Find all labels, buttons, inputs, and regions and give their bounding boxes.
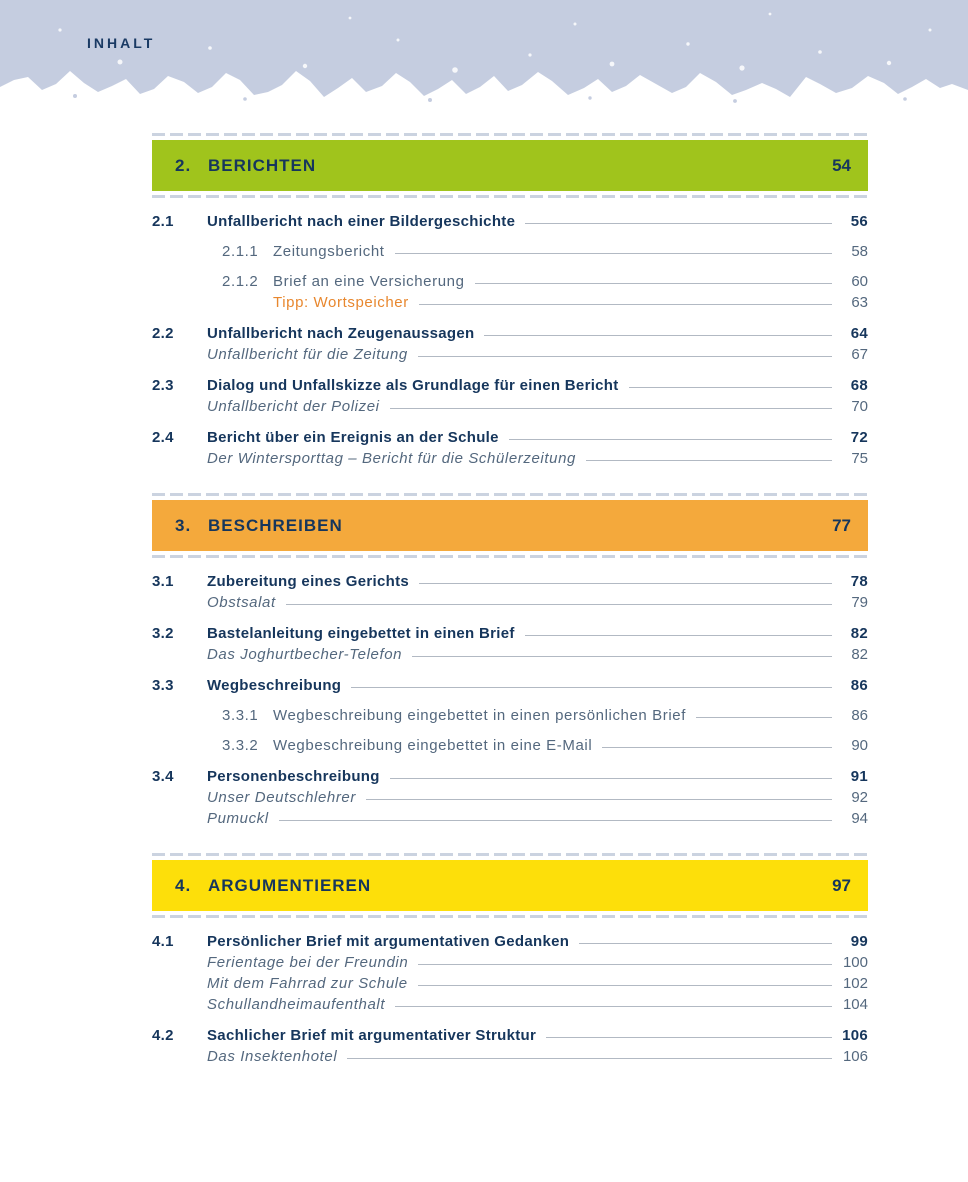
- toc-entry: [152, 790, 868, 806]
- toc-entry: [152, 378, 868, 394]
- entry-title: Pumuckl: [207, 810, 269, 827]
- dashed-divider-top: [152, 133, 868, 136]
- section-entries: [152, 558, 868, 853]
- header-band: [0, 0, 968, 106]
- section-page: 97: [832, 875, 851, 895]
- entry-title: Wegbeschreibung: [207, 677, 342, 694]
- section-page: 54: [832, 155, 851, 175]
- toc-entry: [152, 295, 868, 311]
- entry-number: 4.1: [152, 933, 174, 950]
- toc-entry: [152, 647, 868, 663]
- leader-line: [351, 687, 832, 688]
- leader-line: [286, 604, 832, 605]
- entry-page: 58: [851, 243, 868, 260]
- section-title: BERICHTEN: [208, 155, 317, 175]
- entry-title: Zeitungsbericht: [273, 243, 385, 260]
- leader-line: [390, 408, 832, 409]
- entry-title: Bericht über ein Ereignis an der Schule: [207, 429, 499, 446]
- entry-number: 3.4: [152, 768, 174, 785]
- toc-entry: [152, 595, 868, 611]
- leader-line: [418, 964, 832, 965]
- entry-page: 63: [851, 294, 868, 311]
- entry-page: 64: [850, 325, 868, 342]
- toc-entry: [152, 574, 868, 590]
- entry-title: Das Insektenhotel: [207, 1048, 338, 1065]
- page-title: INHALT: [87, 35, 156, 51]
- toc-entry: [152, 997, 868, 1013]
- entry-page: 82: [851, 646, 868, 663]
- leader-line: [418, 985, 832, 986]
- entry-number: 3.1: [152, 573, 174, 590]
- entry-page: 104: [842, 996, 868, 1013]
- entry-title: Personenbeschreibung: [207, 768, 380, 785]
- entry-page: 90: [851, 737, 868, 754]
- entry-title: Mit dem Fahrrad zur Schule: [207, 975, 408, 992]
- section-title: ARGUMENTIEREN: [208, 875, 372, 895]
- leader-line: [475, 283, 832, 284]
- entry-page: 100: [842, 954, 868, 971]
- leader-line: [696, 717, 832, 718]
- leader-line: [546, 1037, 832, 1038]
- entry-page: 92: [851, 789, 868, 806]
- entry-title: Unfallbericht der Polizei: [207, 398, 380, 415]
- leader-line: [525, 635, 832, 636]
- entry-page: 75: [851, 450, 868, 467]
- toc-entry: [152, 347, 868, 363]
- toc-entry: [152, 934, 868, 950]
- entry-number: 3.3: [152, 677, 174, 694]
- section-title: BESCHREIBEN: [208, 515, 343, 535]
- dashed-divider-top: [152, 853, 868, 856]
- toc-entry: [152, 1028, 868, 1044]
- toc-section: [152, 853, 868, 1091]
- entry-page: 106: [842, 1027, 868, 1044]
- entry-page: 102: [842, 975, 868, 992]
- entry-page: 78: [850, 573, 868, 590]
- entry-page: 72: [850, 429, 868, 446]
- toc-entry: [152, 955, 868, 971]
- entry-page: 99: [850, 933, 868, 950]
- toc-entry: [152, 430, 868, 446]
- entry-title: Bastelanleitung eingebettet in einen Brief: [207, 625, 515, 642]
- entry-title: Obstsalat: [207, 594, 276, 611]
- entry-number: 3.3.1: [222, 707, 259, 724]
- section-entries: [152, 198, 868, 493]
- toc-entry: [152, 451, 868, 467]
- toc-entry: [152, 769, 868, 785]
- entry-number: 2.3: [152, 377, 174, 394]
- leader-line: [418, 356, 832, 357]
- toc-entry: [152, 1049, 868, 1065]
- entry-page: 91: [850, 768, 868, 785]
- leader-line: [279, 820, 832, 821]
- entry-title: Brief an eine Versicherung: [273, 273, 465, 290]
- entry-title: Zubereitung eines Gerichts: [207, 573, 410, 590]
- leader-line: [484, 335, 832, 336]
- entry-title: Wegbeschreibung eingebettet in einen persönlichen Brief: [273, 707, 686, 724]
- entry-page: 68: [850, 377, 868, 394]
- toc-section: [152, 133, 868, 493]
- section-page: 77: [832, 515, 851, 535]
- leader-line: [412, 656, 832, 657]
- entry-title: Unfallbericht nach einer Bildergeschichte: [207, 213, 516, 230]
- entry-number: 2.1: [152, 213, 174, 230]
- section-number: 2.: [175, 155, 192, 175]
- section-number: 4.: [175, 875, 192, 895]
- entry-title: Ferientage bei der Freundin: [207, 954, 409, 971]
- entry-title: Unfallbericht für die Zeitung: [207, 346, 408, 363]
- entry-page: 79: [851, 594, 868, 611]
- entry-title: Unfallbericht nach Zeugenaussagen: [207, 325, 475, 342]
- toc-entry: [152, 214, 868, 230]
- entry-page: 82: [850, 625, 868, 642]
- entry-number: 2.2: [152, 325, 174, 342]
- leader-line: [395, 253, 832, 254]
- entry-number: 2.1.1: [222, 243, 259, 260]
- entry-page: 106: [842, 1048, 868, 1065]
- leader-line: [419, 304, 832, 305]
- leader-line: [366, 799, 832, 800]
- entry-page: 60: [851, 273, 868, 290]
- section-number: 3.: [175, 515, 192, 535]
- entry-number: 3.3.2: [222, 737, 259, 754]
- entry-title: Wegbeschreibung eingebettet in eine E-Mail: [273, 737, 593, 754]
- entry-page: 94: [851, 810, 868, 827]
- entry-title: Tipp: Wortspeicher: [273, 294, 409, 311]
- leader-line: [509, 439, 832, 440]
- entry-title: Dialog und Unfallskizze als Grundlage für einen Bericht: [207, 377, 619, 394]
- entry-page: 70: [851, 398, 868, 415]
- entry-page: 86: [851, 707, 868, 724]
- entry-title: Sachlicher Brief mit argumentativer Struktur: [207, 1027, 537, 1044]
- entry-page: 86: [850, 677, 868, 694]
- toc-entry: [152, 274, 868, 290]
- entry-title: Der Wintersporttag – Bericht für die Schülerzeitung: [207, 450, 576, 467]
- entry-number: 4.2: [152, 1027, 174, 1044]
- leader-line: [629, 387, 832, 388]
- dashed-divider-top: [152, 493, 868, 496]
- entry-number: 2.1.2: [222, 273, 259, 290]
- entry-number: 3.2: [152, 625, 174, 642]
- entry-title: Schullandheimaufenthalt: [207, 996, 386, 1013]
- leader-line: [602, 747, 832, 748]
- section-bar: [152, 500, 868, 551]
- toc: [152, 133, 868, 1091]
- leader-line: [347, 1058, 832, 1059]
- entry-page: 67: [851, 346, 868, 363]
- leader-line: [390, 778, 832, 779]
- toc-entry: [152, 244, 868, 260]
- entry-number: 2.4: [152, 429, 174, 446]
- toc-entry: [152, 399, 868, 415]
- leader-line: [419, 583, 832, 584]
- entry-title: Persönlicher Brief mit argumentativen Gedanken: [207, 933, 570, 950]
- leader-line: [586, 460, 832, 461]
- section-bar: [152, 140, 868, 191]
- toc-entry: [152, 626, 868, 642]
- leader-line: [395, 1006, 832, 1007]
- torn-paper-edge: [0, 0, 968, 106]
- entry-page: 56: [850, 213, 868, 230]
- leader-line: [525, 223, 832, 224]
- toc-entry: [152, 811, 868, 827]
- toc-entry: [152, 678, 868, 694]
- toc-section: [152, 493, 868, 853]
- entry-title: Unser Deutschlehrer: [207, 789, 356, 806]
- entry-title: Das Joghurtbecher-Telefon: [207, 646, 403, 663]
- section-bar: [152, 860, 868, 911]
- leader-line: [579, 943, 832, 944]
- toc-entry: [152, 708, 868, 724]
- toc-entry: [152, 738, 868, 754]
- section-entries: [152, 918, 868, 1091]
- toc-entry: [152, 326, 868, 342]
- toc-entry: [152, 976, 868, 992]
